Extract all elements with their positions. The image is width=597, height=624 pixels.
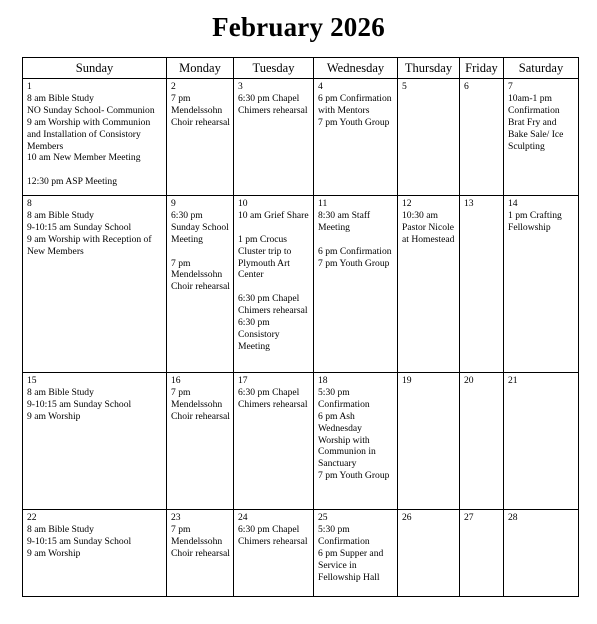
- day-number: 14: [508, 198, 518, 209]
- day-number: 2: [171, 81, 176, 92]
- event-line: [27, 164, 163, 176]
- day-cell-content: [318, 81, 394, 129]
- event-line: [238, 281, 310, 293]
- day-cell: [398, 510, 460, 597]
- day-number: 9: [171, 198, 176, 209]
- day-cell-content: [508, 512, 575, 524]
- event-line: 7 pm Mendelssohn Choir rehearsal: [171, 257, 230, 293]
- day-cell: [314, 196, 398, 373]
- event-line: 1 pm Crafting Fellowship: [508, 209, 565, 233]
- event-line: 5:30 pm Confirmation: [318, 386, 370, 410]
- event-line: 12:30 pm ASP Meeting: [27, 176, 117, 188]
- day-number: 20: [464, 375, 474, 386]
- event-line: 8 am Bible Study: [27, 92, 94, 104]
- day-cell-content: [464, 81, 500, 93]
- day-cell-content: [171, 512, 230, 560]
- event-line: 10am-1 pm Confirmation Brat Fry and Bake Sale/ Ice Sculpting: [508, 92, 566, 152]
- day-number: 10: [238, 198, 248, 209]
- event-line: 9 am Worship with Communion and Installation of Consistory Members: [27, 116, 153, 152]
- day-number: 3: [238, 81, 243, 92]
- event-line: 6:30 pm Consistory Meeting: [238, 317, 282, 352]
- day-cell-content: [171, 198, 230, 293]
- event-line: 6 pm Supper and Service in Fellowship Hall: [318, 547, 386, 583]
- day-number: 15: [27, 375, 37, 386]
- day-cell-content: [27, 375, 163, 423]
- day-cell-content: [171, 375, 230, 423]
- day-number: 17: [238, 375, 248, 386]
- day-cell: [398, 79, 460, 196]
- event-line: [171, 246, 230, 258]
- day-number: 22: [27, 512, 37, 523]
- day-cell: [234, 79, 314, 196]
- event-line: 8:30 am Staff Meeting: [318, 209, 373, 233]
- calendar-week-row: [23, 79, 579, 196]
- day-cell: [23, 79, 167, 196]
- day-number: 27: [464, 512, 474, 523]
- calendar-week-row: [23, 196, 579, 373]
- day-number: 6: [464, 81, 469, 92]
- event-line: 6 pm Confirmation with Mentors: [318, 92, 394, 116]
- day-number: 1: [27, 81, 32, 92]
- event-line: 9 am Worship: [27, 547, 81, 559]
- day-cell-content: [508, 198, 575, 234]
- day-cell: [460, 510, 504, 597]
- day-cell-content: [402, 512, 456, 524]
- day-cell: [460, 373, 504, 510]
- day-cell: [234, 373, 314, 510]
- day-number: 18: [318, 375, 328, 386]
- event-line: 6 pm Ash Wednesday Worship with Communion in Sanctuary: [318, 410, 379, 470]
- day-number: 11: [318, 198, 328, 209]
- event-line: 6:30 pm Sunday School Meeting: [171, 209, 232, 245]
- weekday-header-row: [23, 58, 579, 79]
- event-line: NO Sunday School- Communion: [27, 104, 155, 116]
- day-cell: [23, 510, 167, 597]
- day-cell: [314, 373, 398, 510]
- event-line: 6:30 pm Chapel Chimers rehearsal: [238, 523, 308, 547]
- day-cell-content: [318, 198, 394, 269]
- day-cell: [234, 510, 314, 597]
- day-cell-content: [402, 81, 456, 93]
- event-line: 10:30 am Pastor Nicole at Homestead: [402, 209, 457, 245]
- event-line: 5:30 pm Confirmation: [318, 523, 370, 547]
- weekday-header: Thursday: [398, 58, 460, 79]
- event-line: 8 am Bible Study: [27, 523, 94, 535]
- day-number: 4: [318, 81, 323, 92]
- day-cell: [504, 510, 579, 597]
- day-cell-content: [464, 512, 500, 524]
- day-cell: [167, 373, 234, 510]
- day-number: 25: [318, 512, 328, 523]
- event-line: 7 pm Youth Group: [318, 257, 390, 269]
- weekday-header: Sunday: [23, 58, 167, 79]
- day-number: 16: [171, 375, 181, 386]
- day-cell: [504, 196, 579, 373]
- day-cell-content: [27, 81, 163, 188]
- calendar-week-row: [23, 373, 579, 510]
- day-cell: [460, 196, 504, 373]
- day-number: 7: [508, 81, 513, 92]
- event-line: 9-10:15 am Sunday School: [27, 221, 132, 233]
- event-line: 6:30 pm Chapel Chimers rehearsal: [238, 386, 308, 410]
- calendar-table: [22, 57, 579, 597]
- day-cell: [23, 373, 167, 510]
- event-line: 9 am Worship with Reception of New Members: [27, 233, 154, 257]
- day-cell: [398, 373, 460, 510]
- event-line: 8 am Bible Study: [27, 209, 94, 221]
- event-line: 9-10:15 am Sunday School: [27, 398, 132, 410]
- day-cell: [234, 196, 314, 373]
- day-cell-content: [464, 198, 500, 210]
- day-cell-content: [27, 198, 163, 258]
- day-cell: [314, 79, 398, 196]
- day-cell-content: [238, 81, 310, 117]
- day-cell: [167, 79, 234, 196]
- day-number: 13: [464, 198, 474, 209]
- event-line: [238, 222, 310, 234]
- event-line: 6:30 pm Chapel Chimers rehearsal: [238, 293, 308, 317]
- event-line: 7 pm Mendelssohn Choir rehearsal: [171, 523, 230, 559]
- event-line: 6 pm Confirmation: [318, 245, 392, 257]
- event-line: 9-10:15 am Sunday School: [27, 535, 132, 547]
- day-cell-content: [171, 81, 230, 129]
- weekday-header: Friday: [460, 58, 504, 79]
- day-cell-content: [318, 375, 394, 482]
- event-line: 6:30 pm Chapel Chimers rehearsal: [238, 92, 308, 116]
- day-cell-content: [508, 81, 575, 152]
- day-cell: [314, 510, 398, 597]
- day-cell-content: [27, 512, 163, 560]
- day-number: 24: [238, 512, 248, 523]
- day-number: 23: [171, 512, 181, 523]
- day-number: 19: [402, 375, 412, 386]
- day-cell: [167, 196, 234, 373]
- calendar-week-row: [23, 510, 579, 597]
- day-cell-content: [238, 512, 310, 548]
- event-line: 7 pm Youth Group: [318, 470, 390, 482]
- weekday-header: Saturday: [504, 58, 579, 79]
- day-cell: [504, 373, 579, 510]
- day-cell: [398, 196, 460, 373]
- event-line: 9 am Worship: [27, 410, 81, 422]
- day-number: 26: [402, 512, 412, 523]
- day-number: 8: [27, 198, 32, 209]
- weekday-header: Tuesday: [234, 58, 314, 79]
- day-cell-content: [464, 375, 500, 387]
- day-cell-content: [402, 198, 456, 246]
- day-cell-content: [238, 375, 310, 411]
- event-line: 7 pm Mendelssohn Choir rehearsal: [171, 386, 230, 422]
- weekday-header: Monday: [167, 58, 234, 79]
- day-cell: [460, 79, 504, 196]
- day-cell: [504, 79, 579, 196]
- event-line: 7 pm Mendelssohn Choir rehearsal: [171, 92, 230, 128]
- day-cell-content: [402, 375, 456, 387]
- day-number: 21: [508, 375, 518, 386]
- day-number: 28: [508, 512, 518, 523]
- event-line: 7 pm Youth Group: [318, 116, 390, 128]
- weekday-header: Wednesday: [314, 58, 398, 79]
- day-cell: [23, 196, 167, 373]
- calendar-title: February 2026: [212, 12, 385, 42]
- day-cell-content: [318, 512, 394, 583]
- event-line: 10 am New Member Meeting: [27, 152, 141, 164]
- day-number: 12: [402, 198, 412, 209]
- event-line: 8 am Bible Study: [27, 386, 94, 398]
- day-cell-content: [238, 198, 310, 353]
- event-line: [318, 234, 394, 246]
- event-line: 10 am Grief Share: [238, 209, 309, 221]
- day-cell-content: [508, 375, 575, 387]
- day-cell: [167, 510, 234, 597]
- day-number: 5: [402, 81, 407, 92]
- event-line: 1 pm Crocus Cluster trip to Plymouth Art Center: [238, 233, 294, 281]
